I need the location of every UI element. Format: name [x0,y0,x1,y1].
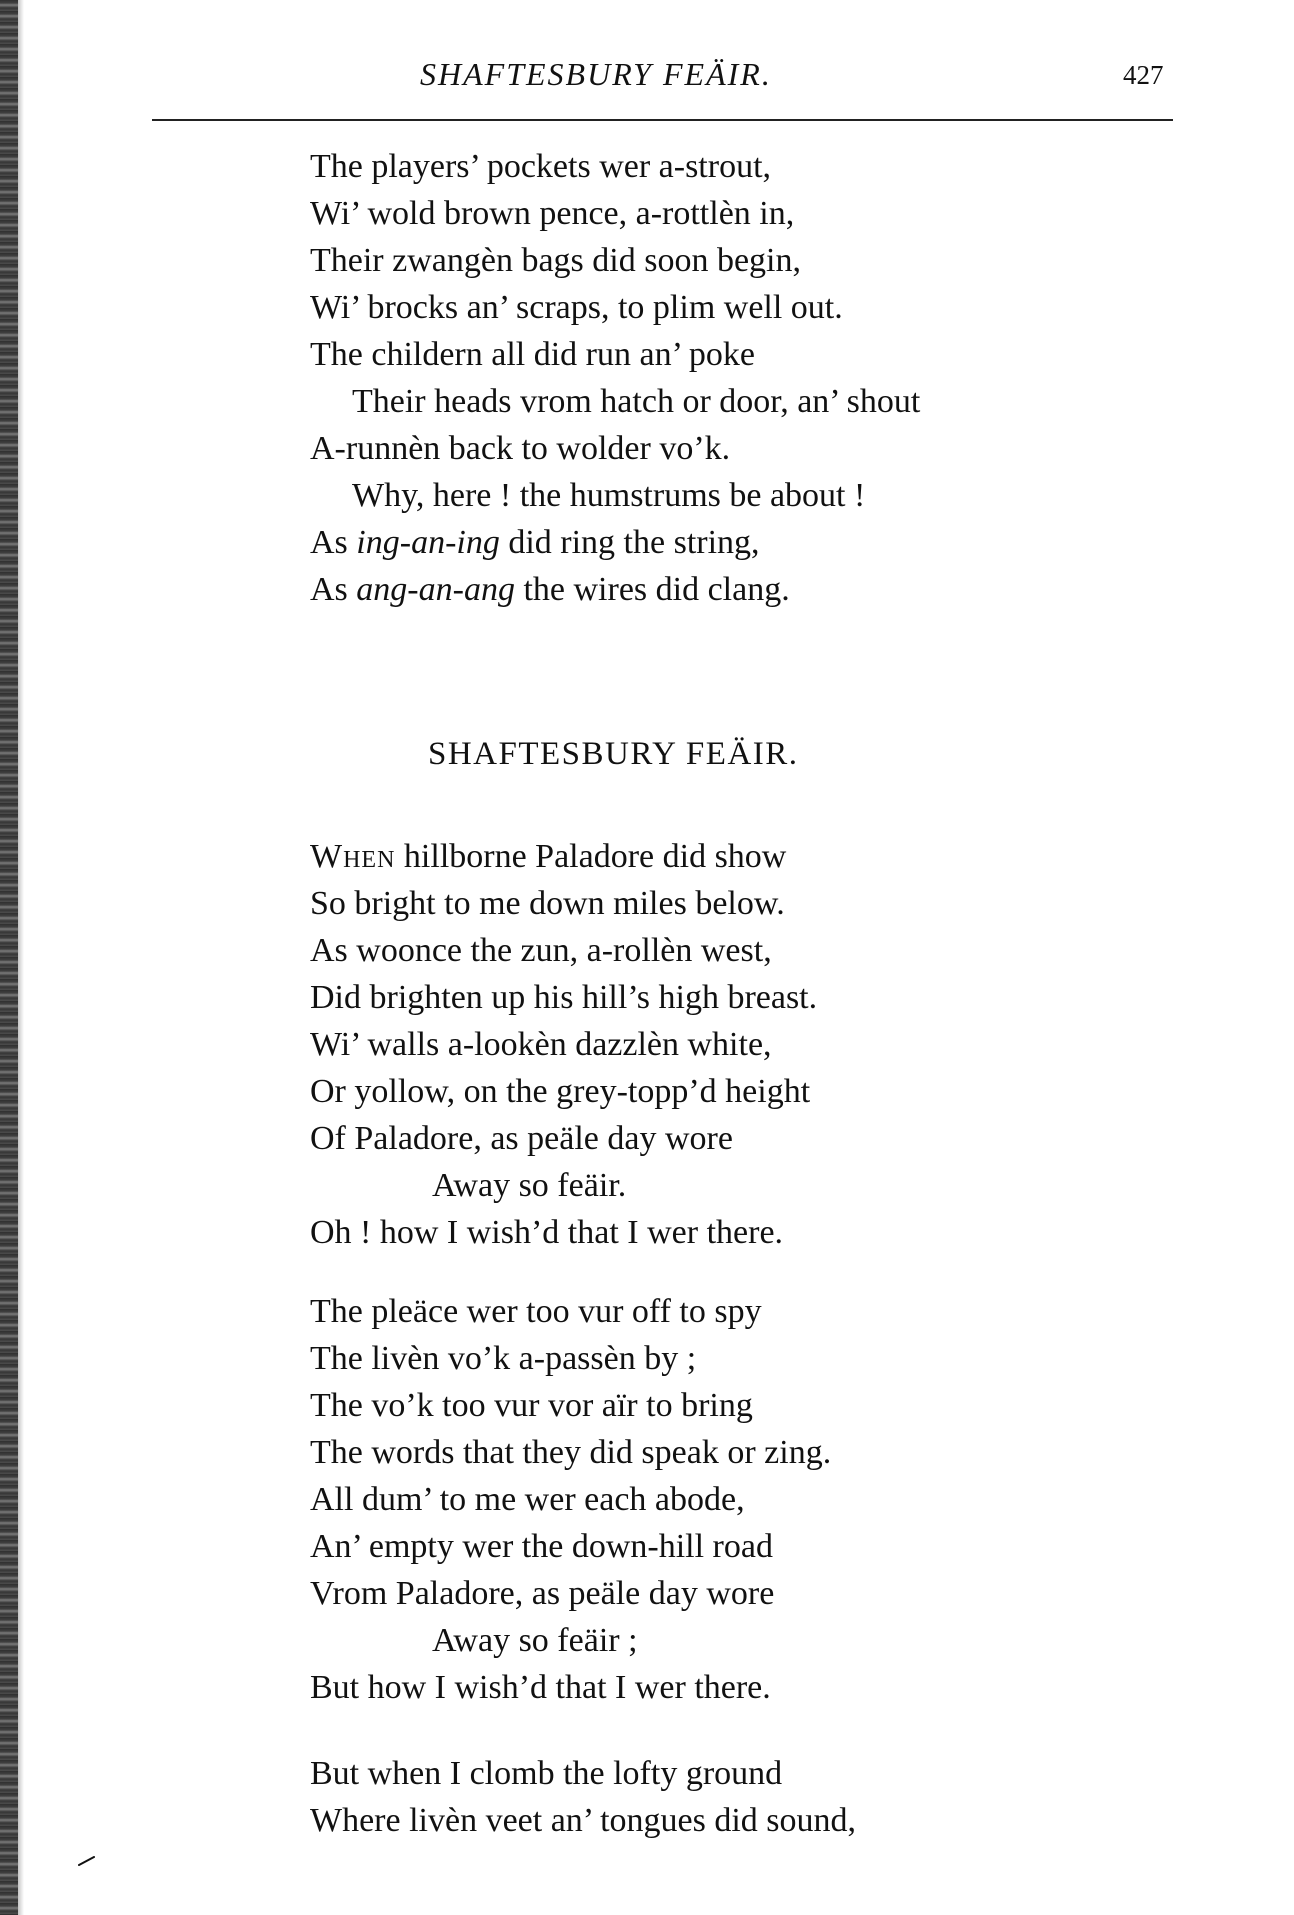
pen-mark-icon [78,1856,96,1866]
verse-line: Vrom Paladore, as peäle day wore [310,1575,775,1612]
verse-line [310,833,1190,880]
poem-stanza-2 [310,1288,1190,1711]
header-rule [152,119,1173,121]
verse-text: the wires did clang. [514,571,790,608]
verse-line: An’ empty wer the down-hill road [310,1528,773,1565]
verse-line: Wi’ brocks an’ scraps, to plim well out. [310,289,843,326]
verse-line: The players’ pockets wer a-strout, [310,148,772,185]
previous-poem-stanza [310,143,1190,613]
verse-line: All dum’ to me wer each abode, [310,1481,745,1518]
first-word-small-caps: When [310,838,396,875]
verse-line: Or yollow, on the grey-topp’d height [310,1073,811,1110]
verse-line: Wi’ wold brown pence, a-rottlèn in, [310,195,795,232]
verse-text: As [310,571,357,608]
verse-line: Why, here ! the humstrums be about ! [352,477,866,514]
verse-line [310,566,1190,613]
verse-line: A-runnèn back to wolder vo’k. [310,430,731,467]
verse-line: Away so feäir. [432,1167,627,1204]
verse-line: Wi’ walls a-lookèn dazzlèn white, [310,1026,772,1063]
verse-italic-text: ang-an-ang [356,571,515,608]
verse-line: As woonce the zun, a-rollèn west, [310,932,772,969]
page-number: 427 [1123,60,1164,90]
verse-line: Oh ! how I wish’d that I wer there. [310,1214,784,1251]
verse-line: The pleäce wer too vur off to spy [310,1293,762,1330]
verse-line: Where livèn veet an’ tongues did sound, [310,1802,857,1839]
verse-line: So bright to me down miles below. [310,885,785,922]
verse-line: Away so feäir ; [432,1622,638,1659]
verse-line: But when I clomb the lofty ground [310,1755,783,1792]
running-head [0,56,1294,106]
verse-line: The words that they did speak or zing. [310,1434,832,1471]
verse-text: As [310,524,357,561]
poem-title-text: SHAFTESBURY FEÄIR. [428,736,799,772]
verse-line: But how I wish’d that I wer there. [310,1669,771,1706]
verse-text: did ring the string, [499,524,760,561]
verse-line: Of Paladore, as peäle day wore [310,1120,733,1157]
verse-line [310,519,1190,566]
verse-line: Their heads vrom hatch or door, an’ shout [352,383,921,420]
verse-line: Did brighten up his hill’s high breast. [310,979,818,1016]
verse-line: The livèn vo’k a-passèn by ; [310,1340,697,1377]
poem-stanza-3 [310,1750,1190,1844]
verse-line: The vo’k too vur vor aïr to bring [310,1387,753,1424]
verse-line: Their zwangèn bags did soon begin, [310,242,801,279]
poem-stanza-1 [310,833,1190,1256]
running-title: SHAFTESBURY FEÄIR. [420,56,772,92]
binding-gutter [0,0,18,1915]
verse-text: hillborne Paladore did show [395,838,787,875]
verse-italic-text: ing-an-ing [356,524,500,561]
verse-line: The childern all did run an’ poke [310,336,755,373]
